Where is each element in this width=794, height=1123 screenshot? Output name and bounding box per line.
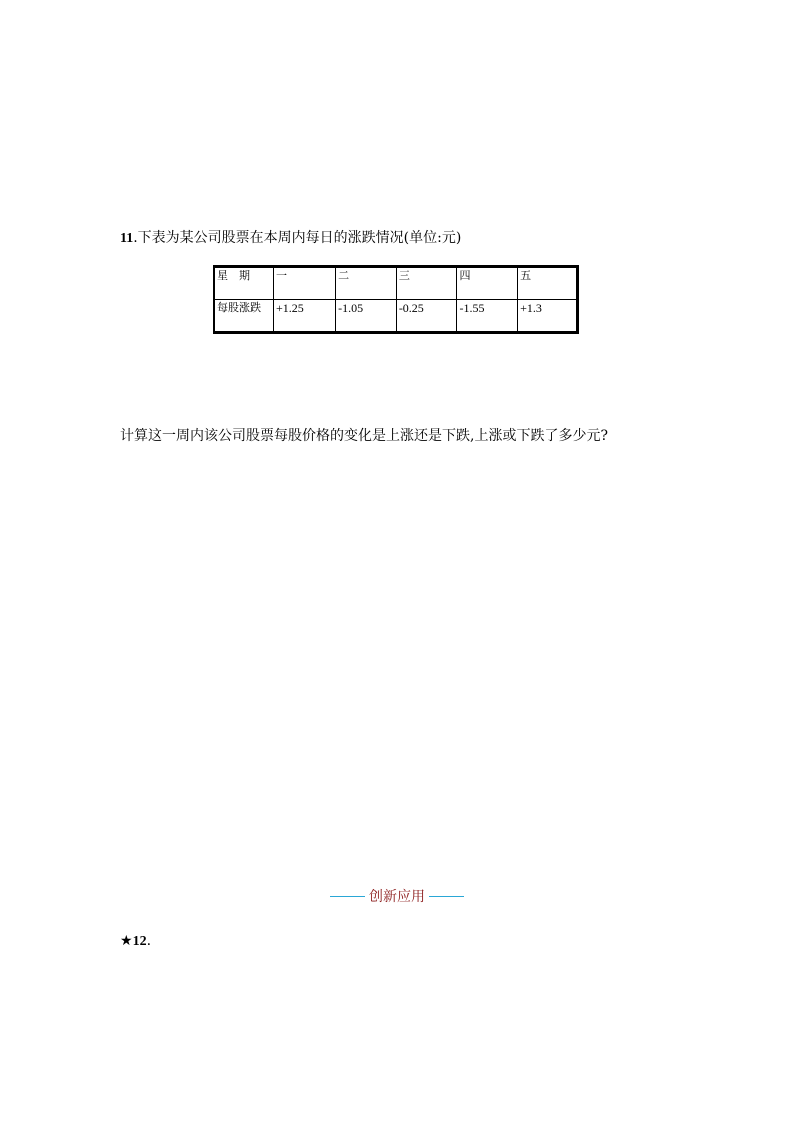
row-label-cell: 每股涨跌	[214, 300, 273, 333]
value-cell: -0.25	[396, 300, 457, 333]
question-prompt: 计算这一周内该公司股票每股价格的变化是上涨还是下跌,上涨或下跌了多少元?	[120, 428, 608, 444]
heading-rule-right	[429, 896, 464, 897]
value-cell: +1.3	[518, 300, 578, 333]
day-cell: 五	[518, 267, 578, 300]
question-11-number: 11	[120, 231, 134, 246]
question-12	[120, 931, 151, 952]
heading-rule-left	[330, 896, 365, 897]
question-11	[120, 228, 461, 249]
header-label-cell: 星 期	[214, 267, 273, 300]
question-12-number: 12	[132, 934, 147, 949]
value-cell: +1.25	[273, 300, 335, 333]
day-cell: 一	[273, 267, 335, 300]
star-icon: ★	[120, 933, 133, 949]
value-cell: -1.05	[336, 300, 397, 333]
question-12-suffix: .	[146, 933, 152, 949]
day-cell: 四	[457, 267, 518, 300]
section-title: 创新应用	[369, 889, 425, 905]
section-heading	[330, 886, 464, 906]
question-11-text: .下表为某公司股票在本周内每日的涨跌情况(单位:元)	[133, 230, 462, 246]
day-cell: 三	[396, 267, 457, 300]
value-cell: -1.55	[457, 300, 518, 333]
table-row-days	[214, 267, 578, 300]
table-row-values	[214, 300, 578, 333]
stock-change-table	[213, 265, 579, 334]
day-cell: 二	[336, 267, 397, 300]
